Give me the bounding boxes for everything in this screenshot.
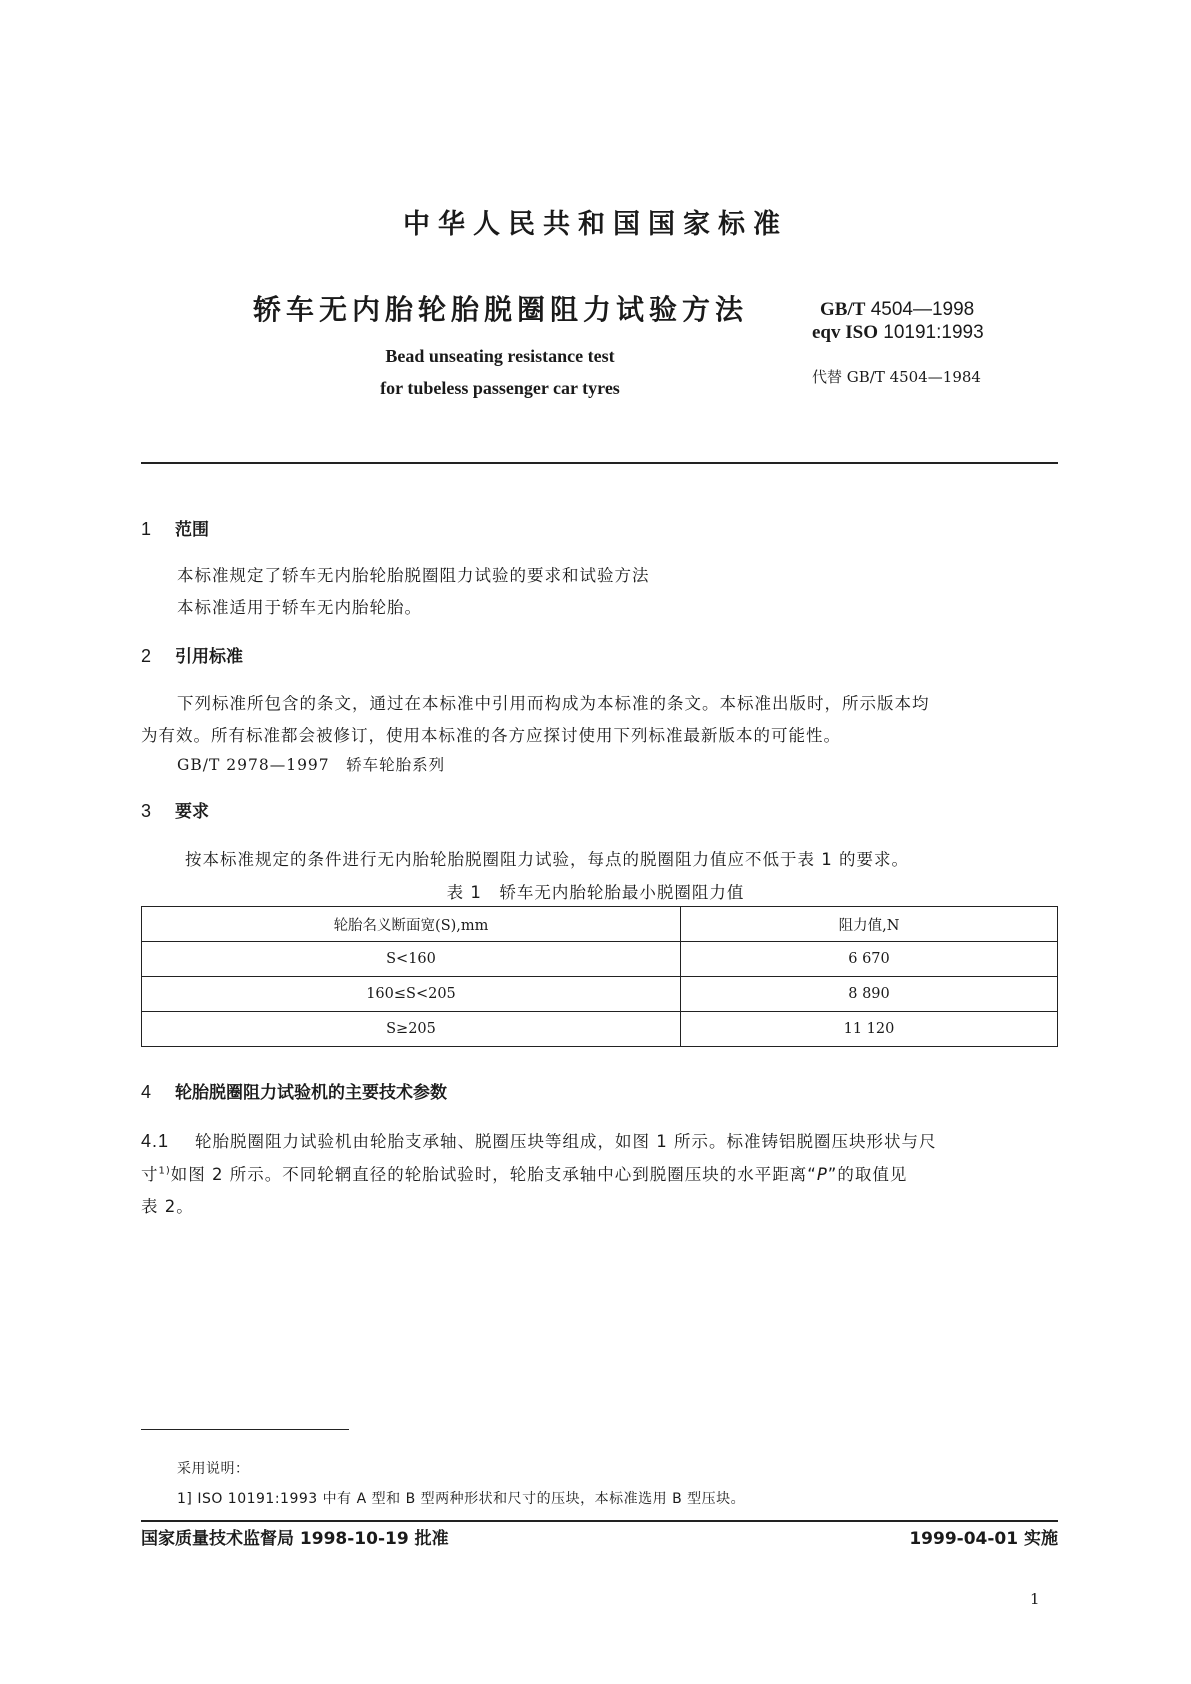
footnote-marker: 1) [158,1165,171,1177]
section-title: 引用标准 [175,647,243,667]
national-standard-header: 中华人民共和国国家标准 [403,209,788,240]
section-number: 1 [141,519,152,539]
section-title: 要求 [175,802,209,822]
section-1-paragraph-1: 本标准规定了轿车无内胎轮胎脱圈阻力试验的要求和试验方法 [177,566,650,585]
section-4-1-paragraph-line1 [141,1128,937,1152]
cell-resistance: 11 120 [681,1012,1058,1047]
cell-tire-width: S<160 [142,942,681,977]
section-4-heading [141,1078,447,1103]
effective-date: 1999-04-01 实施 [909,1529,1058,1549]
referenced-standard: GB/T 2978—1997 轿车轮胎系列 [177,756,446,774]
approval-date: 国家质量技术监督局 1998-10-19 批准 [141,1529,449,1549]
eqv-prefix: eqv ISO [812,322,878,343]
section-3-heading [141,797,209,822]
document-title-en-line2: for tubeless passenger car tyres [380,378,620,398]
section-number: 2 [141,646,152,666]
table-row [142,1012,1058,1047]
paragraph-text: 如图 2 所示。不同轮辋直径的轮胎试验时，轮胎支承轴中心到脱圈压块的水平距离“ [170,1165,817,1184]
table-1 [141,906,1058,1047]
section-2-heading [141,642,243,667]
document-title-cn: 轿车无内胎轮胎脱圈阻力试验方法 [253,293,749,326]
cell-tire-width: 160≤S<205 [142,977,681,1012]
equivalent-standard [812,322,984,344]
standard-code-number: 4504—1998 [870,299,975,320]
footnote-heading: 采用说明： [177,1461,250,1477]
section-4-1-paragraph-line2 [141,1161,907,1185]
variable-p: P [816,1165,828,1184]
document-title-en-line1: Bead unseating resistance test [385,346,615,366]
section-4-1-paragraph-line3: 表 2。 [141,1197,194,1216]
section-2-paragraph-line1: 下列标准所包含的条文，通过在本标准中引用而构成为本标准的条文。本标准出版时，所示版本均 [177,694,930,713]
cell-resistance: 6 670 [681,942,1058,977]
cell-resistance: 8 890 [681,977,1058,1012]
subsection-number: 4.1 [141,1131,170,1151]
section-title: 轮胎脱圈阻力试验机的主要技术参数 [175,1083,447,1103]
header-divider [141,462,1058,464]
paragraph-text: 轮胎脱圈阻力试验机由轮胎支承轴、脱圈压块等组成，如图 1 所示。标准铸铝脱圈压块形状与尺 [195,1132,937,1151]
table-1-caption: 表 1 轿车无内胎轮胎最小脱圈阻力值 [446,883,745,902]
replaces-standard: 代替 GB/T 4504—1984 [812,368,981,386]
footnote-divider [141,1429,349,1430]
standard-code-prefix: GB/T [820,299,866,320]
column-header-resistance: 阻力值,N [681,907,1058,942]
footnote-text: 1] ISO 10191:1993 中有 A 型和 B 型两种形状和尺寸的压块，本标准选用 B 型压块。 [177,1491,746,1507]
column-header-tire-width: 轮胎名义断面宽(S),mm [142,907,681,942]
cell-tire-width: S≥205 [142,1012,681,1047]
table-header-row [142,907,1058,942]
section-3-paragraph: 按本标准规定的条件进行无内胎轮胎脱圈阻力试验，每点的脱圈阻力值应不低于表 1 的要求。 [185,850,909,869]
standard-code [820,299,974,321]
footer-divider [141,1520,1058,1522]
section-number: 3 [141,801,152,821]
section-number: 4 [141,1082,152,1102]
eqv-number: 10191:1993 [883,322,984,343]
paragraph-text: 寸 [141,1165,159,1184]
paragraph-text: ”的取值见 [827,1165,908,1184]
table-row [142,977,1058,1012]
section-title: 范围 [175,520,209,540]
section-1-paragraph-2: 本标准适用于轿车无内胎轮胎。 [177,598,422,617]
section-2-paragraph-line2: 为有效。所有标准都会被修订，使用本标准的各方应探讨使用下列标准最新版本的可能性。 [141,726,841,745]
page-number: 1 [1030,1590,1040,1608]
table-row [142,942,1058,977]
section-1-heading [141,515,209,540]
